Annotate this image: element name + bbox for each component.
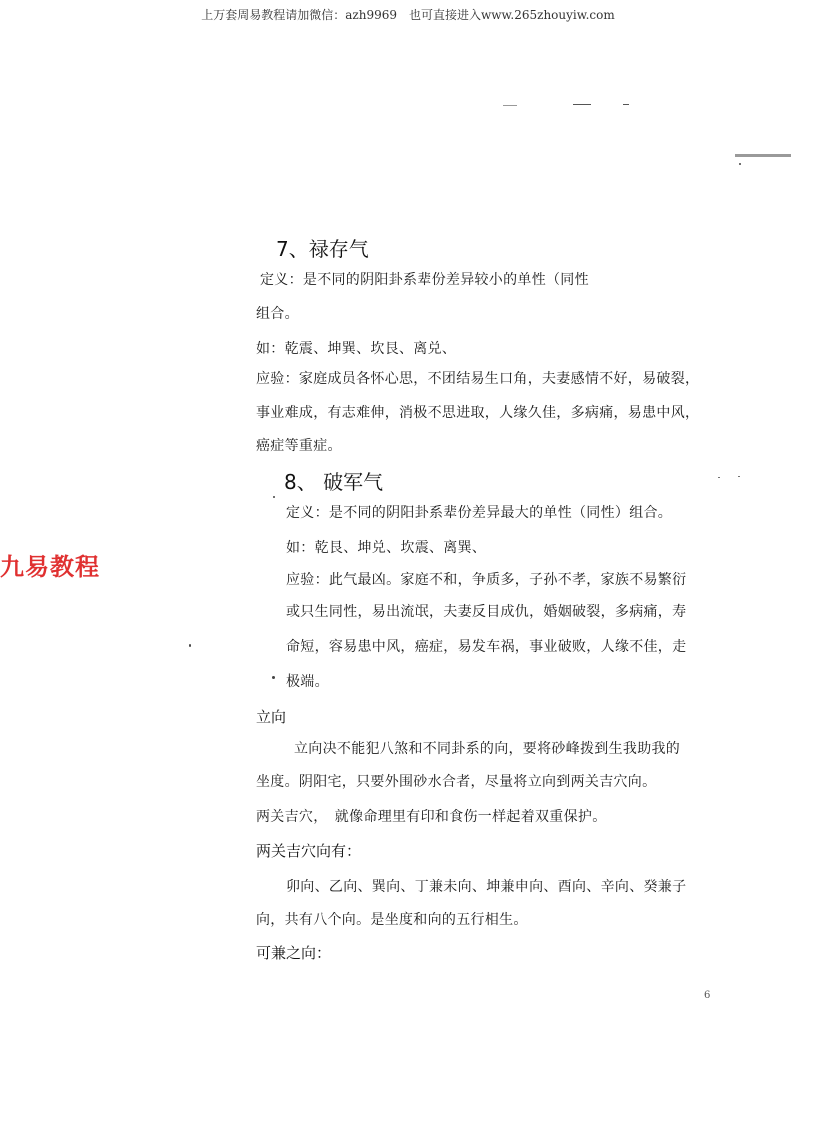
- scan-mark: [503, 105, 517, 106]
- kejian-heading: 可兼之向：: [256, 944, 332, 962]
- scan-mark: [573, 104, 591, 105]
- section-8-heading: 8、 破军气: [284, 470, 384, 494]
- section-7-definition-line2: 组合。: [256, 306, 299, 322]
- section-8-example: 如：乾艮、坤兑、坎震、离巽、: [286, 540, 487, 556]
- section-7-example: 如：乾震、坤巽、坎艮、离兑、: [256, 341, 457, 357]
- section-7-heading: 7、禄存气: [276, 237, 369, 261]
- scan-speck: [273, 496, 275, 498]
- scan-speck: [739, 163, 741, 165]
- section-7-effect-line3: 癌症等重症。: [256, 438, 342, 454]
- liangguan-para-line2: 向，共有八个向。是坐度和向的五行相生。: [256, 912, 528, 928]
- scan-speck: [738, 476, 740, 477]
- lixiang-para-line2: 坐度。阴阳宅，只要外围砂水合者，尽量将立向到两关吉穴向。: [256, 774, 657, 790]
- page-number: 6: [704, 990, 711, 1001]
- lixiang-heading: 立向: [256, 708, 287, 726]
- lixiang-para-line3: 两关吉穴， 就像命理里有印和食伤一样起着双重保护。: [256, 809, 607, 825]
- lixiang-para-line1: 立向决不能犯八煞和不同卦系的向，要将砂峰拨到生我助我的: [294, 741, 681, 757]
- section-7-effect-line1: 应验：家庭成员各怀心思，不团结易生口角，夫妻感情不好，易破裂，: [256, 371, 700, 387]
- liangguan-heading: 两关吉穴向有：: [256, 842, 362, 860]
- scan-speck: [189, 644, 191, 647]
- section-8-effect-line1: 应验：此气最凶。家庭不和，争质多，子孙不孝，家族不易繁衍: [286, 572, 687, 588]
- scan-mark: [735, 154, 791, 157]
- scan-speck: [272, 676, 275, 679]
- watermark-logo: 九易教程: [0, 553, 100, 581]
- section-7-effect-line2: 事业难成，有志难伸，消极不思进取，人缘久佳，多病痛，易患中风，: [256, 405, 700, 421]
- header-banner: 上万套周易教程请加微信：azh9969 也可直接进入www.265zhouyiw.com: [201, 8, 615, 22]
- scan-mark: [623, 104, 629, 105]
- section-8-effect-line2: 或只生同性，易出流氓，夫妻反目成仇，婚姻破裂，多病痛，寿: [286, 604, 687, 620]
- scan-speck: [718, 477, 720, 478]
- section-7-definition-line1: 定义：是不同的阴阳卦系辈份差异较小的单性（同性: [260, 272, 589, 288]
- section-8-definition: 定义：是不同的阴阳卦系辈份差异最大的单性（同性）组合。: [286, 505, 673, 521]
- section-8-effect-line4: 极端。: [286, 674, 329, 690]
- section-8-effect-line3: 命短，容易患中风，癌症，易发车祸，事业破败，人缘不佳，走: [286, 639, 687, 655]
- liangguan-para-line1: 卯向、乙向、巽向、丁兼未向、坤兼申向、酉向、辛向、癸兼子: [286, 879, 687, 895]
